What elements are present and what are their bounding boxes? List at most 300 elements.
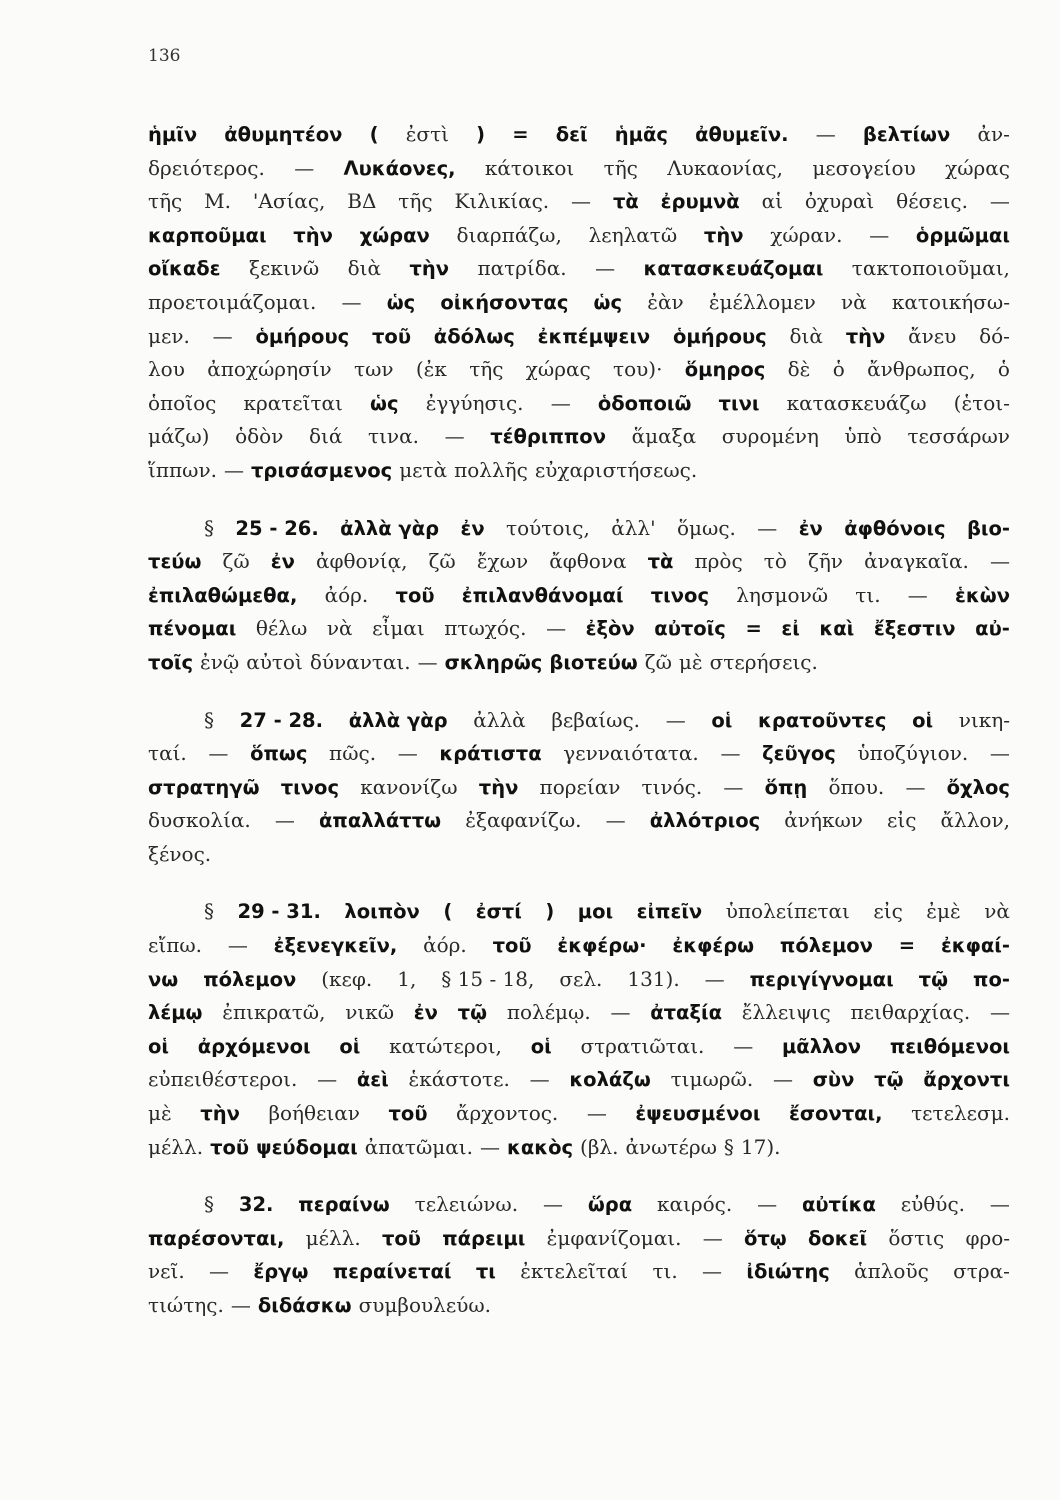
gloss-word: ἐγγύησις. bbox=[425, 390, 524, 415]
paragraph bbox=[148, 118, 1010, 488]
glossary-term: τὴν bbox=[293, 223, 333, 247]
glossary-term: ἐξενεγκεῖν, bbox=[273, 934, 398, 958]
gloss-word: ἀφθονίᾳ, bbox=[316, 549, 408, 574]
glossary-term: τὴν bbox=[703, 223, 744, 247]
text-line bbox=[148, 1289, 1010, 1323]
glossary-term: ἐκφέρω bbox=[672, 934, 755, 958]
gloss-word: — bbox=[733, 1033, 754, 1058]
glossary-term: ἀλλότριος bbox=[649, 809, 761, 833]
gloss-word: — bbox=[417, 649, 438, 674]
glossary-term: ἐψευσμένοι bbox=[635, 1102, 761, 1126]
gloss-word: (ἐκ bbox=[415, 357, 447, 382]
gloss-word: ἐξαφανίζω. bbox=[465, 808, 582, 833]
glossary-term: τεύω bbox=[148, 550, 202, 574]
gloss-word: — bbox=[397, 741, 418, 766]
text-line bbox=[148, 1097, 1010, 1131]
page-body bbox=[148, 118, 1010, 1323]
glossary-term: οἱ bbox=[148, 1034, 169, 1058]
gloss-word: στρα- bbox=[953, 1259, 1010, 1284]
text-line bbox=[148, 454, 1010, 488]
gloss-word: ταί. bbox=[148, 741, 187, 766]
gloss-word: — bbox=[704, 966, 725, 991]
gloss-word: νὰ bbox=[841, 289, 867, 314]
gloss-word: ἀν- bbox=[977, 122, 1010, 146]
glossary-term: περιγίγνομαι bbox=[749, 967, 894, 991]
gloss-word: τι. bbox=[855, 582, 881, 607]
glossary-term: ἑκὼν bbox=[955, 583, 1010, 607]
gloss-word: χώρας bbox=[945, 155, 1010, 180]
glossary-term: τὰ bbox=[647, 550, 674, 574]
glossary-term: τὴν bbox=[478, 775, 519, 799]
glossary-term: σὺν bbox=[812, 1068, 855, 1092]
paragraph-gap bbox=[148, 488, 1010, 512]
glossary-term: νω bbox=[148, 967, 179, 991]
gloss-word: τῆς bbox=[148, 189, 183, 214]
gloss-word: ἀνήκων bbox=[784, 808, 863, 833]
glossary-term: οἴκαδε bbox=[148, 257, 221, 281]
gloss-word: — bbox=[757, 1192, 778, 1217]
gloss-word: ἄνθρωπος, bbox=[867, 357, 976, 382]
gloss-word: § bbox=[204, 707, 214, 732]
glossary-term: ὁμήρους bbox=[673, 324, 767, 348]
gloss-word: δύνανται. bbox=[309, 649, 411, 674]
text-line bbox=[148, 838, 1010, 872]
gloss-word: — bbox=[907, 582, 928, 607]
gloss-word: ἄφθονα bbox=[549, 549, 627, 574]
gloss-word: — bbox=[757, 515, 778, 540]
text-line bbox=[148, 152, 1010, 186]
gloss-word: μέλλ. bbox=[148, 1134, 204, 1159]
glossary-term: τινος bbox=[650, 583, 709, 607]
glossary-term: ἡμῖν bbox=[148, 123, 198, 146]
glossary-term: τινος bbox=[280, 775, 340, 799]
gloss-word: — bbox=[223, 457, 244, 482]
gloss-word: ἔχων bbox=[476, 549, 529, 574]
glossary-term: τέθριππον bbox=[490, 425, 606, 449]
gloss-word: τιμωρῶ. bbox=[670, 1067, 754, 1092]
glossary-term: τοῦ bbox=[381, 1226, 421, 1250]
gloss-word: χώρας bbox=[525, 357, 591, 382]
glossary-term: τὰ bbox=[612, 190, 639, 214]
glossary-term: κρατοῦντες bbox=[758, 708, 887, 732]
gloss-word: — bbox=[869, 222, 890, 247]
glossary-term: ἀπαλλάττω bbox=[319, 809, 442, 833]
glossary-term: οἰκήσοντας bbox=[440, 290, 569, 314]
paragraph-gap bbox=[148, 871, 1010, 895]
gloss-word: νικη- bbox=[958, 707, 1010, 732]
gloss-word: αἱ bbox=[761, 189, 783, 214]
gloss-word: διαρπάζω, bbox=[456, 222, 562, 247]
glossary-term: αὐτίκα bbox=[801, 1193, 876, 1217]
gloss-word: ὑπολείπεται bbox=[725, 899, 850, 924]
gloss-word: — bbox=[274, 808, 295, 833]
gloss-word: — bbox=[571, 189, 592, 214]
gloss-word: ὑποζύγιον. bbox=[857, 741, 969, 766]
text-line bbox=[148, 1030, 1010, 1064]
gloss-word: — bbox=[444, 424, 465, 449]
glossary-term: ἔργῳ bbox=[253, 1260, 309, 1284]
glossary-term: βελτίων bbox=[862, 123, 951, 146]
text-line bbox=[148, 252, 1010, 286]
glossary-term: τὴν bbox=[409, 257, 449, 281]
glossary-term: τῷ bbox=[918, 967, 949, 991]
gloss-word: ζῶ bbox=[644, 649, 672, 674]
text-line bbox=[148, 320, 1010, 354]
glossary-term: ὅμηρος bbox=[684, 358, 766, 382]
gloss-word: Κιλικίας. bbox=[454, 189, 550, 214]
glossary-term: ὡς bbox=[593, 290, 623, 314]
glossary-term: πάρειμι bbox=[442, 1226, 526, 1250]
gloss-word: — bbox=[723, 774, 744, 799]
glossary-term: περαίνεταί bbox=[332, 1260, 452, 1284]
text-line bbox=[148, 219, 1010, 253]
gloss-word: — bbox=[227, 933, 248, 958]
gloss-word: ἔλλειψις bbox=[741, 1000, 831, 1025]
gloss-word: — bbox=[605, 808, 626, 833]
text-line bbox=[148, 612, 1010, 646]
glossary-term: 29 - 31. bbox=[237, 900, 321, 924]
gloss-word: πορείαν bbox=[539, 774, 621, 799]
glossary-term: ζεῦγος bbox=[762, 742, 836, 766]
gloss-word: λησμονῶ bbox=[736, 582, 829, 607]
gloss-word: μὲ bbox=[148, 1101, 172, 1126]
text-line bbox=[148, 1188, 1010, 1222]
paragraph bbox=[148, 1188, 1010, 1322]
gloss-word: στρατιῶται. bbox=[580, 1033, 705, 1058]
gloss-word: ὀχυραὶ bbox=[804, 189, 875, 214]
gloss-word: — bbox=[989, 741, 1010, 766]
gloss-word: — bbox=[720, 741, 741, 766]
glossary-term: τοῖς bbox=[148, 650, 193, 674]
glossary-term: εἰ bbox=[781, 617, 800, 641]
gloss-word: Λυκαονίας, bbox=[667, 155, 783, 180]
glossary-term: = bbox=[512, 123, 529, 146]
gloss-word: — bbox=[529, 1067, 550, 1092]
paragraph-gap bbox=[148, 1164, 1010, 1188]
glossary-term: 25 - 26. bbox=[235, 516, 319, 540]
gloss-word: τὸ bbox=[763, 549, 787, 574]
glossary-term: ἀθυμητέον bbox=[224, 123, 343, 146]
gloss-word: λου bbox=[148, 357, 185, 382]
gloss-word: θέσεις. bbox=[896, 189, 968, 214]
gloss-word: τακτοποιοῦμαι, bbox=[851, 256, 1010, 281]
paragraph bbox=[148, 512, 1010, 680]
gloss-word: νὰ bbox=[326, 616, 353, 641]
text-line bbox=[148, 996, 1010, 1030]
glossary-term: πο- bbox=[973, 967, 1010, 991]
gloss-word: ἐὰν bbox=[647, 289, 684, 314]
gloss-word: ὁ bbox=[997, 357, 1010, 382]
gloss-word: ἀλλὰ bbox=[473, 707, 526, 732]
text-line bbox=[148, 579, 1010, 613]
gloss-word: 'Ασίας, bbox=[252, 189, 326, 214]
gloss-word: — bbox=[550, 390, 571, 415]
gloss-word: των bbox=[354, 357, 394, 382]
glossary-term: τοῦ bbox=[492, 934, 532, 958]
glossary-term: ἐξὸν bbox=[585, 617, 635, 641]
gloss-word: τιώτης. bbox=[148, 1293, 224, 1317]
glossary-term: ἀλλὰ γὰρ bbox=[340, 516, 440, 540]
gloss-word: τετελεσμ. bbox=[911, 1101, 1010, 1126]
glossary-term: ἀεὶ bbox=[356, 1068, 389, 1092]
gloss-word: κατασκευάζω bbox=[786, 390, 927, 415]
gloss-word: ἐπικρατῶ, bbox=[222, 1000, 326, 1025]
glossary-term: πειθόμενοι bbox=[889, 1034, 1010, 1058]
gloss-word: προετοιμάζομαι. bbox=[148, 289, 317, 314]
glossary-term: χώραν bbox=[359, 223, 430, 247]
gloss-word: ἐκτελεῖταί bbox=[520, 1259, 629, 1284]
text-line bbox=[148, 512, 1010, 546]
gloss-word: εἴπω. bbox=[148, 933, 203, 958]
gloss-word: ἑκάστοτε. bbox=[408, 1067, 510, 1092]
gloss-word: ἐστὶ bbox=[405, 122, 449, 146]
glossary-term: μᾶλλον bbox=[781, 1034, 862, 1058]
gloss-word: μεν. bbox=[148, 323, 190, 348]
glossary-term: ) bbox=[545, 900, 555, 924]
gloss-word: — bbox=[905, 774, 926, 799]
text-line bbox=[148, 646, 1010, 680]
gloss-word: τινός. bbox=[641, 774, 703, 799]
glossary-term: τὴν bbox=[845, 324, 886, 348]
glossary-term: αὐ- bbox=[975, 617, 1010, 641]
gloss-word: — bbox=[989, 1192, 1010, 1217]
gloss-word: αὐτοὶ bbox=[246, 649, 303, 674]
gloss-word: δό- bbox=[979, 323, 1010, 348]
glossary-term: ἐστί bbox=[475, 900, 522, 924]
gloss-word: εὐπειθέστεροι. bbox=[148, 1067, 298, 1092]
glossary-term: τῷ bbox=[874, 1068, 904, 1092]
gloss-word: δυσκολία. bbox=[148, 808, 251, 833]
page-number: 136 bbox=[148, 46, 181, 66]
gloss-word: — bbox=[610, 1000, 631, 1025]
paragraph bbox=[148, 895, 1010, 1164]
gloss-word: θέλω bbox=[255, 616, 308, 641]
glossary-term: μοι bbox=[577, 900, 614, 924]
text-line bbox=[148, 771, 1010, 805]
gloss-word: εἶμαι bbox=[372, 616, 425, 641]
gloss-word: νὰ bbox=[984, 899, 1010, 924]
gloss-word: — bbox=[294, 155, 315, 180]
gloss-word: Μ. bbox=[204, 189, 231, 214]
gloss-word: — bbox=[208, 741, 229, 766]
gloss-word: (βλ. bbox=[580, 1134, 619, 1159]
glossary-term: ( bbox=[369, 123, 379, 146]
gloss-word: καιρός. bbox=[657, 1192, 733, 1217]
gloss-word: τῆς bbox=[398, 189, 433, 214]
glossary-term: ὄχλος bbox=[946, 775, 1010, 799]
glossary-term: τοῦ bbox=[371, 324, 411, 348]
gloss-word: ἐμέλλομεν bbox=[708, 289, 816, 314]
glossary-term: πόλεμον bbox=[779, 934, 873, 958]
gloss-word: κρατεῖται bbox=[243, 390, 343, 415]
gloss-word: βεβαίως. bbox=[551, 707, 641, 732]
glossary-term: κακὸς bbox=[506, 1135, 574, 1159]
glossary-term: ἔσονται, bbox=[788, 1102, 883, 1126]
glossary-term: ( bbox=[443, 900, 453, 924]
gloss-word: ὑπὸ bbox=[844, 424, 882, 449]
paragraph bbox=[148, 704, 1010, 872]
gloss-word: διὰ bbox=[789, 323, 823, 348]
gloss-word: — bbox=[595, 256, 616, 281]
gloss-word: νεῖ. bbox=[148, 1259, 185, 1284]
gloss-word: ὅμως. bbox=[676, 515, 736, 540]
gloss-word: ἅμαξα bbox=[631, 424, 697, 449]
text-line bbox=[148, 1222, 1010, 1256]
gloss-word: συμβουλεύω. bbox=[358, 1293, 492, 1317]
gloss-word: πολλῆς bbox=[454, 457, 528, 482]
glossary-term: οἱ bbox=[339, 1034, 361, 1058]
gloss-word: εἰς bbox=[873, 899, 903, 924]
glossary-term: ὁμήρους bbox=[255, 324, 350, 348]
glossary-term: ὡς bbox=[370, 391, 399, 415]
glossary-term: ὅπῃ bbox=[764, 775, 808, 799]
glossary-term: κατασκευάζομαι bbox=[643, 257, 824, 281]
gloss-word: κάτοικοι bbox=[484, 155, 575, 180]
text-line bbox=[148, 1063, 1010, 1097]
gloss-word: τινα. bbox=[368, 424, 419, 449]
glossary-term: λέμῳ bbox=[148, 1001, 203, 1025]
glossary-term: τρισάσμενος bbox=[250, 458, 393, 482]
gloss-word: ὁδὸν bbox=[235, 424, 284, 449]
text-line bbox=[148, 185, 1010, 219]
gloss-word: ἀλλ' bbox=[611, 515, 656, 540]
gloss-word: εὐθύς. bbox=[900, 1192, 965, 1217]
glossary-term: τι bbox=[475, 1260, 496, 1284]
glossary-term: ἐπιλαθώμεθα, bbox=[148, 583, 298, 607]
gloss-word: — bbox=[230, 1293, 251, 1317]
glossary-term: ὁρμῶμαι bbox=[915, 223, 1010, 247]
gloss-word: ἐνῷ bbox=[200, 649, 240, 674]
glossary-term: Λυκάονες, bbox=[343, 156, 456, 180]
gloss-word: δὲ bbox=[787, 357, 811, 382]
gloss-word: μετὰ bbox=[399, 457, 448, 482]
gloss-word: ἀόρ. bbox=[324, 582, 369, 607]
glossary-term: ὥρα bbox=[587, 1193, 633, 1217]
gloss-word: — bbox=[317, 1067, 338, 1092]
gloss-word: βοήθειαν bbox=[268, 1101, 360, 1126]
gloss-word: — bbox=[341, 289, 362, 314]
glossary-term: ἄρχοντι bbox=[923, 1068, 1010, 1092]
glossary-term: κολάζω bbox=[569, 1068, 651, 1092]
gloss-word: εὐχαριστήσεως. bbox=[534, 457, 698, 482]
gloss-word: § bbox=[723, 1134, 734, 1159]
glossary-term: ἐκφαί- bbox=[940, 934, 1010, 958]
gloss-word: (κεφ. bbox=[321, 966, 373, 991]
glossary-term: ψεύδομαι bbox=[256, 1135, 358, 1159]
glossary-term: δοκεῖ bbox=[808, 1226, 868, 1250]
glossary-term: τὴν bbox=[200, 1102, 240, 1126]
glossary-term: πένομαι bbox=[148, 617, 237, 641]
glossary-term: δεῖ bbox=[555, 123, 588, 146]
gloss-word: ἐμὲ bbox=[926, 899, 961, 924]
gloss-word: διὰ bbox=[347, 256, 381, 281]
gloss-word: 17). bbox=[740, 1134, 781, 1159]
gloss-word: § bbox=[204, 1192, 214, 1217]
glossary-term: = bbox=[745, 617, 762, 641]
glossary-term: εἰπεῖν bbox=[636, 900, 703, 924]
glossary-term: καρποῦμαι bbox=[148, 223, 267, 247]
gloss-word: ἄλλον, bbox=[940, 808, 1010, 833]
glossary-term: ἡμᾶς bbox=[614, 123, 668, 146]
text-line bbox=[148, 118, 1010, 152]
gloss-word: — bbox=[546, 616, 567, 641]
gloss-word: — bbox=[989, 189, 1010, 214]
gloss-word: διά bbox=[309, 424, 343, 449]
glossary-term: περαίνω bbox=[298, 1193, 390, 1217]
paragraph-gap bbox=[148, 680, 1010, 704]
gloss-word: ΒΔ bbox=[347, 189, 377, 214]
glossary-term: ἐν bbox=[798, 516, 823, 540]
glossary-term: ὡς bbox=[386, 290, 416, 314]
gloss-word: ὁποῖος bbox=[148, 390, 217, 415]
gloss-word: πρὸς bbox=[694, 549, 743, 574]
gloss-word: ζῶ bbox=[222, 549, 250, 574]
gloss-word: λεηλατῶ bbox=[588, 222, 678, 247]
glossary-term: = bbox=[898, 934, 916, 958]
gloss-word: κατοικήσω- bbox=[891, 289, 1010, 314]
gloss-word: ἀόρ. bbox=[423, 933, 467, 958]
glossary-term: ἀταξία bbox=[650, 1001, 722, 1025]
gloss-word: νικῶ bbox=[345, 1000, 395, 1025]
text-line bbox=[148, 929, 1010, 963]
glossary-term: ὁδοποιῶ bbox=[597, 391, 692, 415]
glossary-term: ὅπως bbox=[250, 742, 308, 766]
gloss-word: τῆς bbox=[469, 357, 504, 382]
glossary-term: ἐν bbox=[413, 1001, 438, 1025]
gloss-word: — bbox=[772, 1067, 793, 1092]
glossary-term: ἀθυμεῖν. bbox=[695, 123, 789, 146]
glossary-term: 32. bbox=[238, 1193, 274, 1217]
gloss-word: πολέμῳ. bbox=[506, 1000, 591, 1025]
gloss-word: (ἑτοι- bbox=[953, 390, 1010, 415]
gloss-word: πτωχός. bbox=[444, 616, 527, 641]
glossary-term: 27 - 28. bbox=[239, 708, 324, 732]
gloss-word: κανονίζω bbox=[360, 774, 458, 799]
glossary-term: τῷ bbox=[457, 1001, 488, 1025]
gloss-word: 131). bbox=[627, 966, 680, 991]
gloss-word: § 15 - 18, bbox=[441, 966, 535, 991]
gloss-word: ἀναγκαῖα. bbox=[864, 549, 969, 574]
glossary-term: ἰδιώτης bbox=[746, 1260, 830, 1284]
gloss-word: στερήσεις. bbox=[709, 649, 818, 674]
gloss-word: — bbox=[815, 122, 836, 146]
glossary-term: ἐν bbox=[270, 550, 295, 574]
gloss-word: — bbox=[990, 549, 1010, 574]
glossary-term: ἀδόλως bbox=[433, 324, 515, 348]
glossary-term: ) bbox=[476, 123, 486, 146]
gloss-word: ἁπλοῦς bbox=[854, 1259, 929, 1284]
gloss-word: — bbox=[586, 1101, 607, 1126]
glossary-term: τοῦ bbox=[395, 583, 435, 607]
gloss-word: πῶς. bbox=[329, 741, 377, 766]
gloss-word: — bbox=[702, 1225, 723, 1250]
gloss-word: ἄνευ bbox=[908, 323, 957, 348]
gloss-word: ἀπατῶμαι. bbox=[364, 1134, 473, 1159]
text-line bbox=[148, 963, 1010, 997]
gloss-word: συρομένη bbox=[721, 424, 819, 449]
glossary-term: ἀφθόνοις bbox=[844, 516, 946, 540]
gloss-word: — bbox=[479, 1134, 500, 1159]
text-line bbox=[148, 704, 1010, 738]
glossary-term: καὶ bbox=[819, 617, 855, 641]
gloss-word: ξένος. bbox=[148, 841, 212, 866]
gloss-word: τῆς bbox=[603, 155, 638, 180]
gloss-word: μεσογείου bbox=[812, 155, 916, 180]
gloss-word: δρειότερος. bbox=[148, 155, 265, 180]
glossary-term: διδάσκω bbox=[257, 1294, 352, 1317]
text-line bbox=[148, 420, 1010, 454]
gloss-word: ξεκινῶ bbox=[248, 256, 320, 281]
